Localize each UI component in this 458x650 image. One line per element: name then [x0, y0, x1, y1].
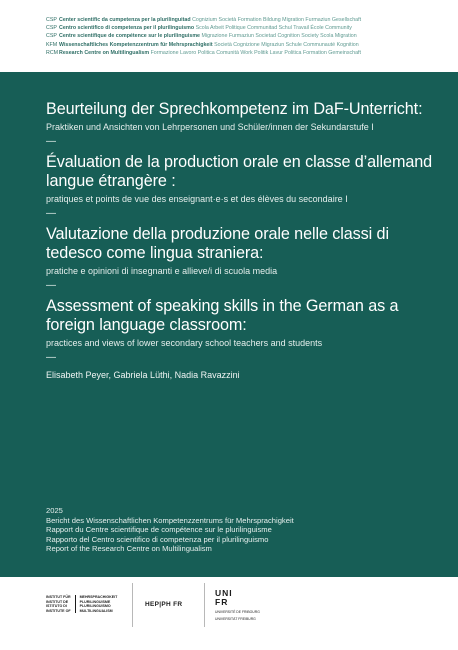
header-center-name: Centro scientifico di competenza per il plurilinguismo [59, 25, 195, 32]
title-french: Évaluation de la production orale en classe d’allemand langue étrangère : [46, 153, 433, 190]
header-words: Società Cognizione Migraziun Schule Communauté Kognition [214, 41, 359, 48]
header-line [46, 41, 446, 49]
report-line-german: Bericht des Wissenschaftlichen Kompetenzzentrums für Mehrsprachigkeit [46, 515, 294, 525]
header-words: Migrazione Furmaziun Societad Cognition Society Scola Migration [201, 33, 357, 40]
unifr-logo [215, 589, 260, 621]
header-center-name: Wissenschaftliches Kompetenzzentrum für Mehrsprachigkeit [59, 41, 213, 48]
title-italian: Valutazione della produzione orale nelle classi di tedesco come lingua straniera: [46, 225, 389, 262]
institute-multilingualism-logo [46, 595, 117, 613]
header-line [46, 32, 446, 40]
header-wordmark-lines [46, 16, 446, 57]
subtitle-italian: pratiche e opinioni di insegnanti e allieve/i di scuola media [46, 266, 278, 276]
cover-panel [0, 72, 458, 577]
report-meta [46, 506, 294, 554]
header-line [46, 49, 446, 57]
header-center-name: Centre scientifique de compétence sur le plurilinguisme [59, 33, 200, 40]
header-center-name: Center scientific da cumpetenza per la plurilinguitad [59, 17, 191, 23]
header-center-name: Research Centre on Multilingualism [59, 49, 150, 56]
unifr-mark-line2: FR [215, 597, 229, 607]
institute-logo-right [80, 595, 118, 613]
unifr-mark-line1: UNI [215, 588, 233, 598]
unifr-sub-line2: UNIVERSITÄT FREIBURG [215, 617, 256, 621]
header-abbr: RCM [46, 49, 59, 56]
subtitle-french: pratiques et points de vue des enseignant·e·s et des élèves du secondaire I [46, 194, 348, 204]
title-block [46, 100, 441, 381]
unifr-sub-line1: UNIVERSITÉ DE FRIBOURG [215, 610, 260, 614]
logo-text: INSTITUT DE [46, 599, 69, 604]
authors: Elisabeth Peyer, Gabriela Lüthi, Nadia Ravazzini [46, 370, 240, 380]
header-abbr: KFM [46, 41, 58, 48]
title-english: Assessment of speaking skills in the German as a foreign language classroom: [46, 297, 399, 334]
institute-logo-left [46, 595, 71, 613]
logo-text: INSTITUTE OF [46, 608, 71, 613]
header-banner [0, 0, 458, 72]
header-line [46, 24, 446, 32]
report-line-french: Rapport du Centre scientifique de compétence sur le plurilinguisme [46, 525, 272, 535]
year: 2025 [46, 506, 63, 515]
logo-text: INSTITUT FÜR [46, 595, 71, 599]
hep-ph-fr-logo: HEP|PH FR [145, 601, 183, 608]
subtitle-english: practices and views of lower secondary school teachers and students [46, 338, 323, 348]
logo-text: ISTITUTO DI [46, 604, 67, 609]
footer-separator [204, 583, 205, 627]
divider-dash: — [46, 352, 56, 363]
header-line [46, 16, 446, 24]
footer-logos [0, 577, 458, 650]
header-abbr: CSP [46, 33, 57, 40]
logo-text: MEHRSPRACHIGKEIT [79, 595, 118, 599]
subtitle-german: Praktiken und Ansichten von Lehrpersonen und Schüler/innen der Sekundarstufe I [46, 122, 374, 132]
header-words: Cognizium Società Formation Bildung Migration Furmaziun Gesellschaft [192, 17, 362, 23]
report-line-english: Report of the Research Centre on Multilingualism [46, 544, 212, 554]
header-words: Formazione Lavoro Politica Comunità Work Politik Lavur Politica Formation Gemeinschaft [150, 49, 361, 56]
logo-text: MULTILINGUALISM [79, 608, 113, 613]
divider-dash: — [46, 136, 56, 147]
divider-dash: — [46, 280, 56, 291]
logo-divider [75, 595, 76, 613]
report-line-italian: Rapporto del Centro scientifico di competenza per il plurilinguismo [46, 534, 269, 544]
header-abbr: CSP [46, 25, 57, 32]
divider-dash: — [46, 208, 56, 219]
header-words: Scola Arbeit Politique Communitad Schul Travail École Community [195, 25, 352, 32]
logo-text: PLURILINGUISMO [79, 604, 111, 609]
footer-separator [132, 583, 133, 627]
header-abbr: CSP [46, 17, 57, 23]
title-german: Beurteilung der Sprechkompetenz im DaF-Unterricht: [46, 100, 423, 118]
logo-text: PLURILINGUISME [79, 599, 111, 604]
